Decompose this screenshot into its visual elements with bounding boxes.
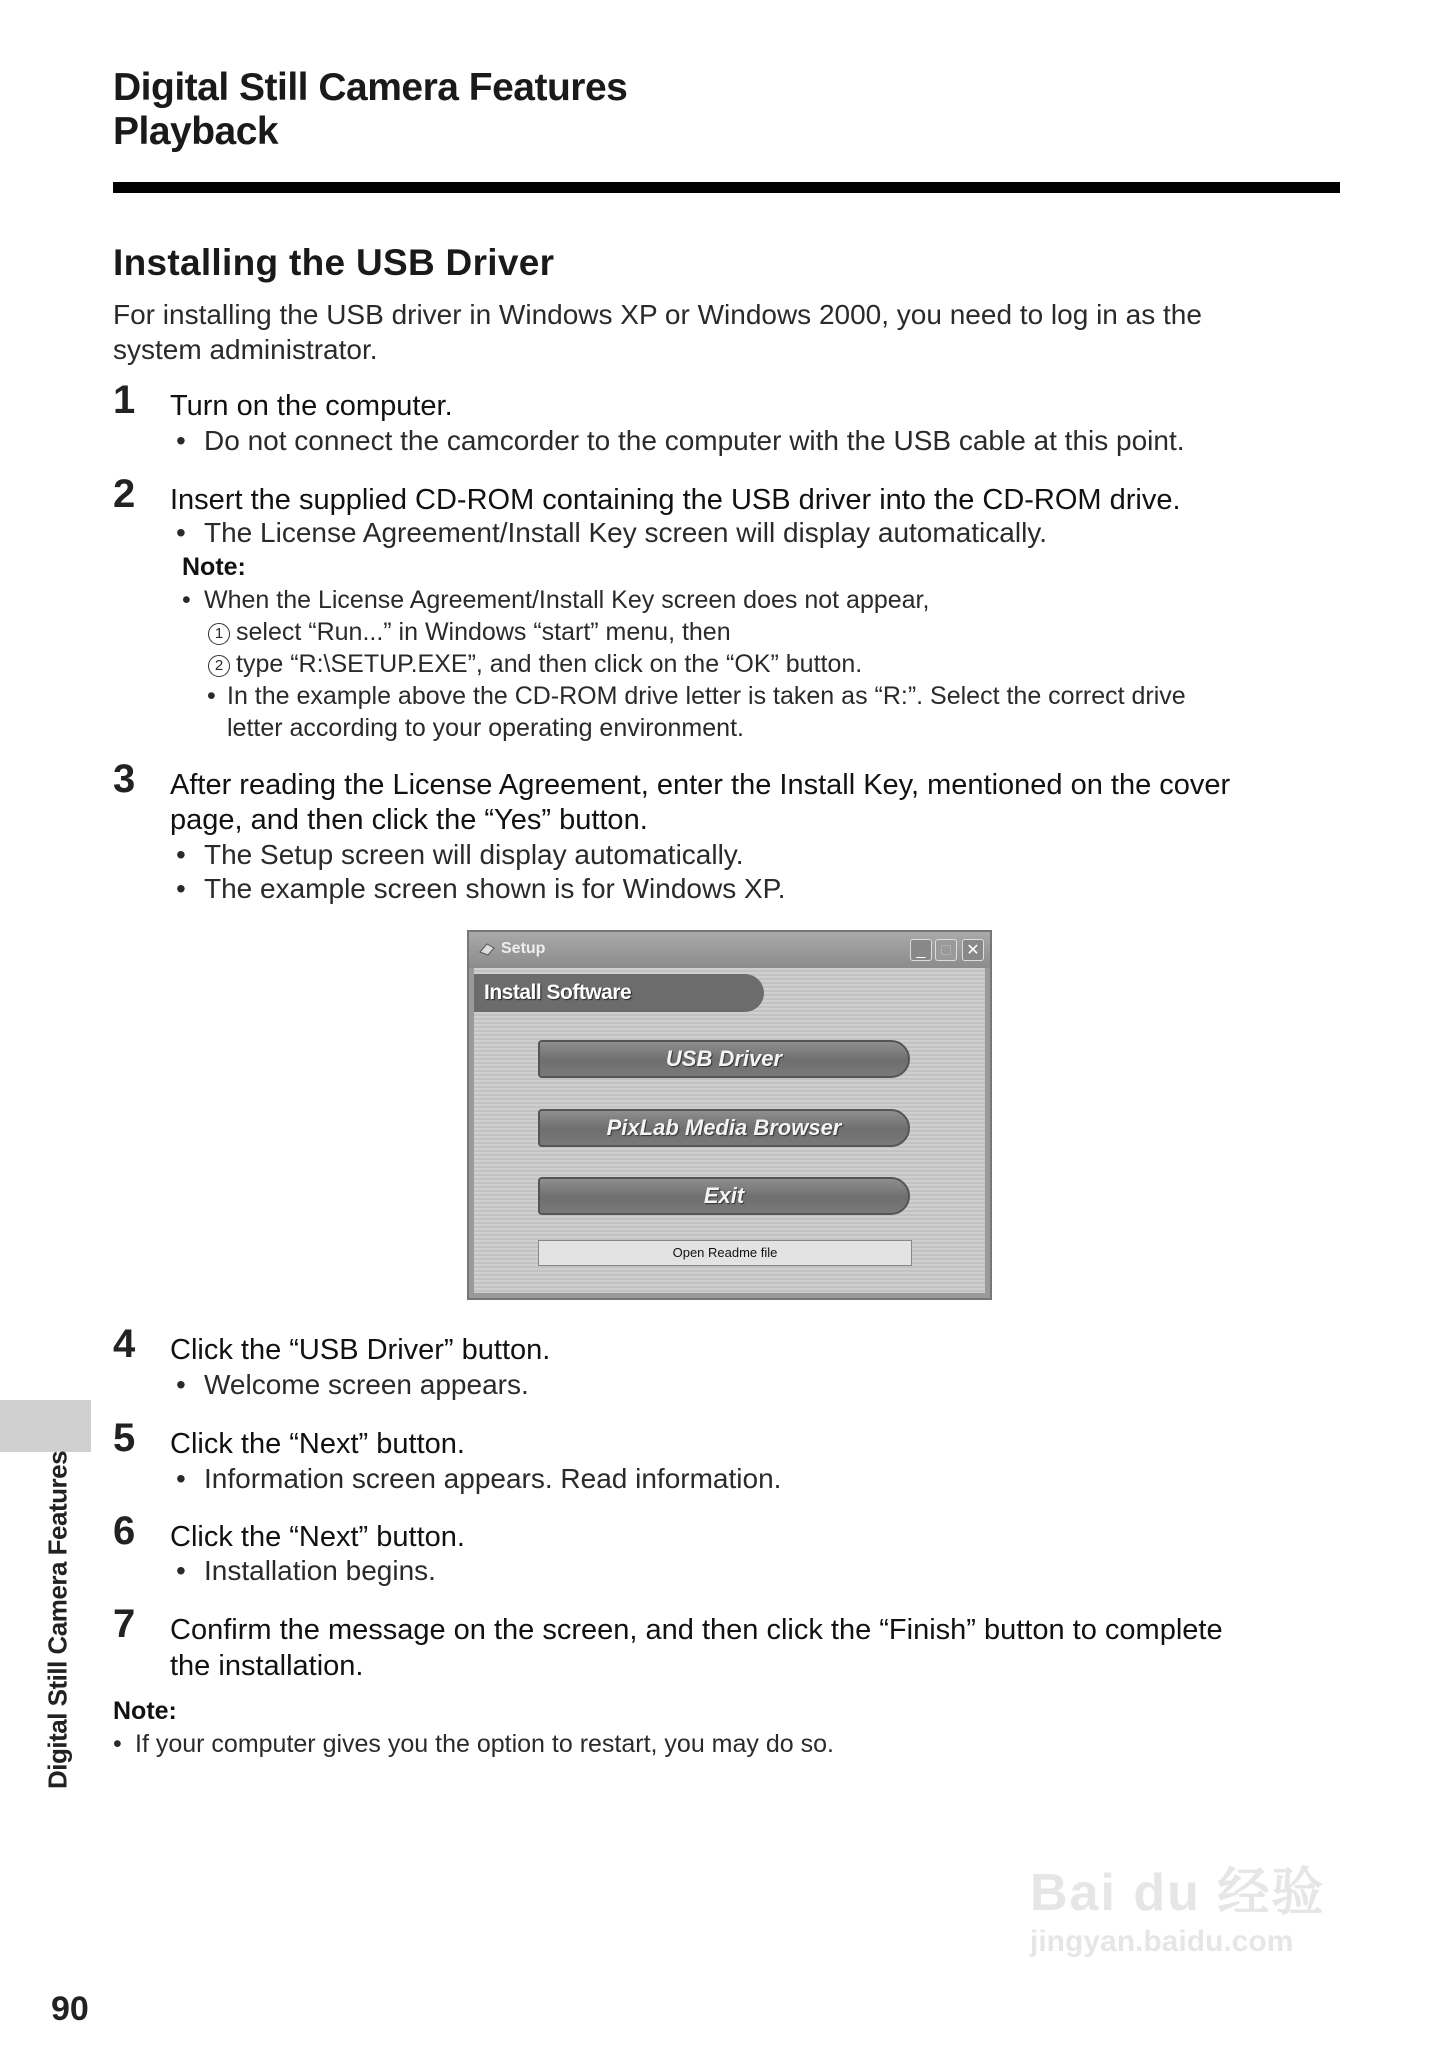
- bullet-dot: •: [176, 1555, 186, 1586]
- step-number: 2: [113, 472, 136, 516]
- maximize-button[interactable]: □: [935, 939, 957, 961]
- page-number: 90: [51, 1990, 89, 2028]
- intro-line-2: system administrator.: [113, 334, 378, 365]
- pixlab-media-browser-button[interactable]: PixLab Media Browser: [538, 1109, 910, 1147]
- note-step-2: 2 type “R:\SETUP.EXE”, and then click on the “OK” button.: [208, 648, 862, 680]
- step-bullet: The example screen shown is for Windows XP.: [204, 873, 786, 904]
- note-sub-bullet-line-1: In the example above the CD-ROM drive letter is taken as “R:”. Select the correct drive: [227, 682, 1186, 710]
- step-number: 4: [113, 1322, 136, 1366]
- baidu-watermark: [1030, 1850, 1325, 1959]
- chapter-side-tab: [0, 1400, 91, 1452]
- step-bullet: Installation begins.: [204, 1555, 436, 1586]
- bullet-dot: •: [176, 1463, 186, 1494]
- step-text: Click the “Next” button.: [170, 1521, 465, 1553]
- bullet-dot: •: [176, 425, 186, 456]
- bullet-dot: •: [176, 517, 186, 548]
- note-label: Note:: [182, 553, 246, 581]
- step-text: Insert the supplied CD-ROM containing the USB driver into the CD-ROM drive.: [170, 484, 1181, 516]
- step-text-line-2: the installation.: [170, 1650, 364, 1682]
- intro-line-1: For installing the USB driver in Windows XP or Windows 2000, you need to log in as the: [113, 299, 1202, 330]
- minimize-button[interactable]: _: [910, 939, 932, 961]
- chapter-title: Digital Still Camera Features: [113, 66, 628, 109]
- bullet-dot: •: [176, 839, 186, 870]
- watermark-url: jingyan.baidu.com: [1030, 1925, 1294, 1958]
- dialog-titlebar: [469, 932, 990, 968]
- step-number: 3: [113, 757, 136, 801]
- step-text: Turn on the computer.: [170, 390, 453, 422]
- step-text-line-1: After reading the License Agreement, enter the Install Key, mentioned on the cover: [170, 769, 1231, 801]
- step-bullet: The Setup screen will display automatically.: [204, 839, 744, 870]
- dialog-title: Setup: [501, 940, 546, 957]
- bullet-dot: •: [113, 1730, 122, 1758]
- step-text-line-2: page, and then click the “Yes” button.: [170, 804, 648, 836]
- bullet-dot: •: [182, 586, 191, 614]
- note-label: Note:: [113, 1697, 177, 1725]
- chapter-subtitle: Playback: [113, 110, 279, 153]
- side-chapter-label: Digital Still Camera Features: [42, 1450, 73, 1790]
- header-rule: [113, 182, 1340, 193]
- setup-dialog: [467, 930, 992, 1300]
- note-step-1: 1 select “Run...” in Windows “start” menu, then: [208, 616, 731, 648]
- note-sub-bullet-line-2: letter according to your operating environment.: [227, 714, 744, 742]
- close-button[interactable]: ✕: [962, 939, 984, 961]
- note-text: If your computer gives you the option to restart, you may do so.: [135, 1730, 834, 1758]
- step-bullet: Do not connect the camcorder to the computer with the USB cable at this point.: [204, 425, 1185, 456]
- circled-number-1-icon: 1: [208, 623, 230, 645]
- step-text: Click the “Next” button.: [170, 1428, 465, 1460]
- dialog-client: [474, 968, 985, 1293]
- install-software-banner: Install Software: [474, 974, 764, 1012]
- step-number: 7: [113, 1602, 136, 1646]
- step-text: Click the “USB Driver” button.: [170, 1334, 551, 1366]
- section-title: Installing the USB Driver: [113, 242, 555, 283]
- step-bullet: Welcome screen appears.: [204, 1369, 529, 1400]
- step-number: 6: [113, 1509, 136, 1553]
- bullet-dot: •: [207, 682, 216, 710]
- step-text-line-1: Confirm the message on the screen, and then click the “Finish” button to complete: [170, 1614, 1223, 1646]
- step-number: 5: [113, 1416, 136, 1460]
- watermark-logo-text: Bai du 经验: [1030, 1864, 1326, 1922]
- step-bullet: The License Agreement/Install Key screen will display automatically.: [204, 517, 1047, 548]
- setup-app-icon: [479, 942, 495, 956]
- step-bullet: Information screen appears. Read information.: [204, 1463, 782, 1494]
- bullet-dot: •: [176, 1369, 186, 1400]
- open-readme-button[interactable]: Open Readme file: [538, 1240, 912, 1266]
- note-text: When the License Agreement/Install Key screen does not appear,: [204, 586, 930, 614]
- usb-driver-button[interactable]: USB Driver: [538, 1040, 910, 1078]
- bullet-dot: •: [176, 873, 186, 904]
- step-number: 1: [113, 378, 136, 422]
- circled-number-2-icon: 2: [208, 655, 230, 677]
- exit-button[interactable]: Exit: [538, 1177, 910, 1215]
